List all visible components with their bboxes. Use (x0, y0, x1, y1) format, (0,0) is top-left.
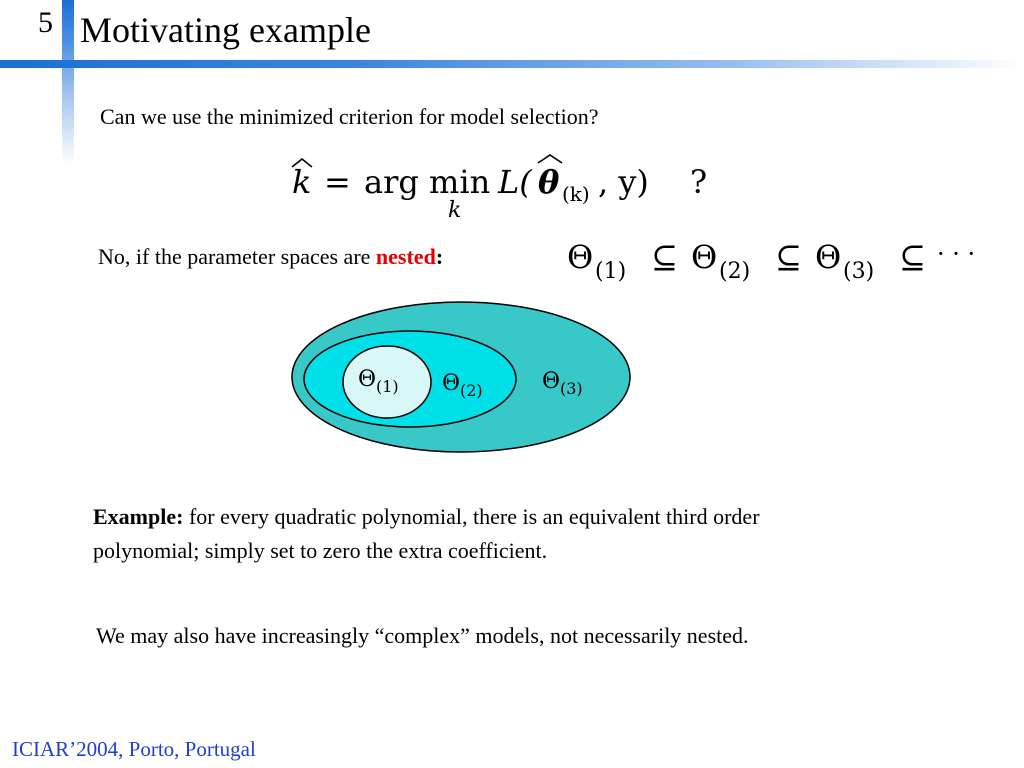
middle-set-symbol: Θ (442, 371, 461, 396)
inner-set-sub: (1) (376, 377, 399, 396)
argmin-formula (280, 145, 740, 225)
chain-relation-3: ⊆ (899, 238, 926, 276)
slide-title: Motivating example (80, 10, 371, 50)
example-paragraph (93, 500, 853, 568)
formula-argmin: arg min (364, 163, 491, 201)
nested-statement (98, 244, 443, 270)
chain-sub-1: (1) (595, 259, 627, 284)
chain-theta-3: Θ (815, 238, 842, 276)
chain-sub-2: (2) (719, 259, 751, 284)
outer-set-symbol: Θ (542, 369, 561, 394)
formula-question-mark: ? (690, 163, 708, 201)
vertical-accent-bar (62, 0, 74, 165)
question-text: Can we use the minimized criterion for model selection? (100, 104, 599, 129)
formula-function: L( (498, 163, 532, 201)
nested-sets-diagram (290, 300, 635, 455)
complex-models-note: We may also have increasingly “complex” models, not necessarily nested. (96, 623, 749, 648)
footer-conference: ICIAR’2004, Porto, Portugal (12, 737, 256, 761)
slide-number: 5 (38, 6, 53, 39)
chain-relation-1: ⊆ (651, 238, 678, 276)
example-text: for every quadratic polynomial, there is an equivalent third order polynomial; simply set to zero the extra coefficient. (93, 504, 760, 563)
formula-theta: θ (538, 163, 560, 201)
nested-highlight: nested (375, 244, 436, 269)
chain-theta-2: Θ (691, 238, 718, 276)
chain-theta-1: Θ (567, 238, 594, 276)
formula-theta-sub: (k) (562, 182, 590, 206)
chain-sub-3: (3) (843, 259, 875, 284)
inclusion-chain (565, 232, 985, 292)
nested-prefix: No, if the parameter spaces are (98, 244, 376, 269)
formula-args: , y) (598, 163, 649, 201)
nested-suffix: : (435, 244, 444, 269)
chain-relation-2: ⊆ (775, 238, 802, 276)
outer-set-sub: (3) (560, 379, 583, 398)
formula-lhs: k (292, 163, 312, 201)
inner-set-symbol: Θ (358, 367, 377, 392)
example-label: Example: (93, 504, 184, 529)
horizontal-accent-bar (0, 60, 1024, 68)
theta-hat-mark (538, 155, 562, 163)
formula-equals: = (324, 163, 351, 201)
middle-set-sub: (2) (460, 381, 483, 400)
formula-subscript: k (448, 198, 462, 223)
chain-ellipsis: · · · (937, 240, 976, 268)
